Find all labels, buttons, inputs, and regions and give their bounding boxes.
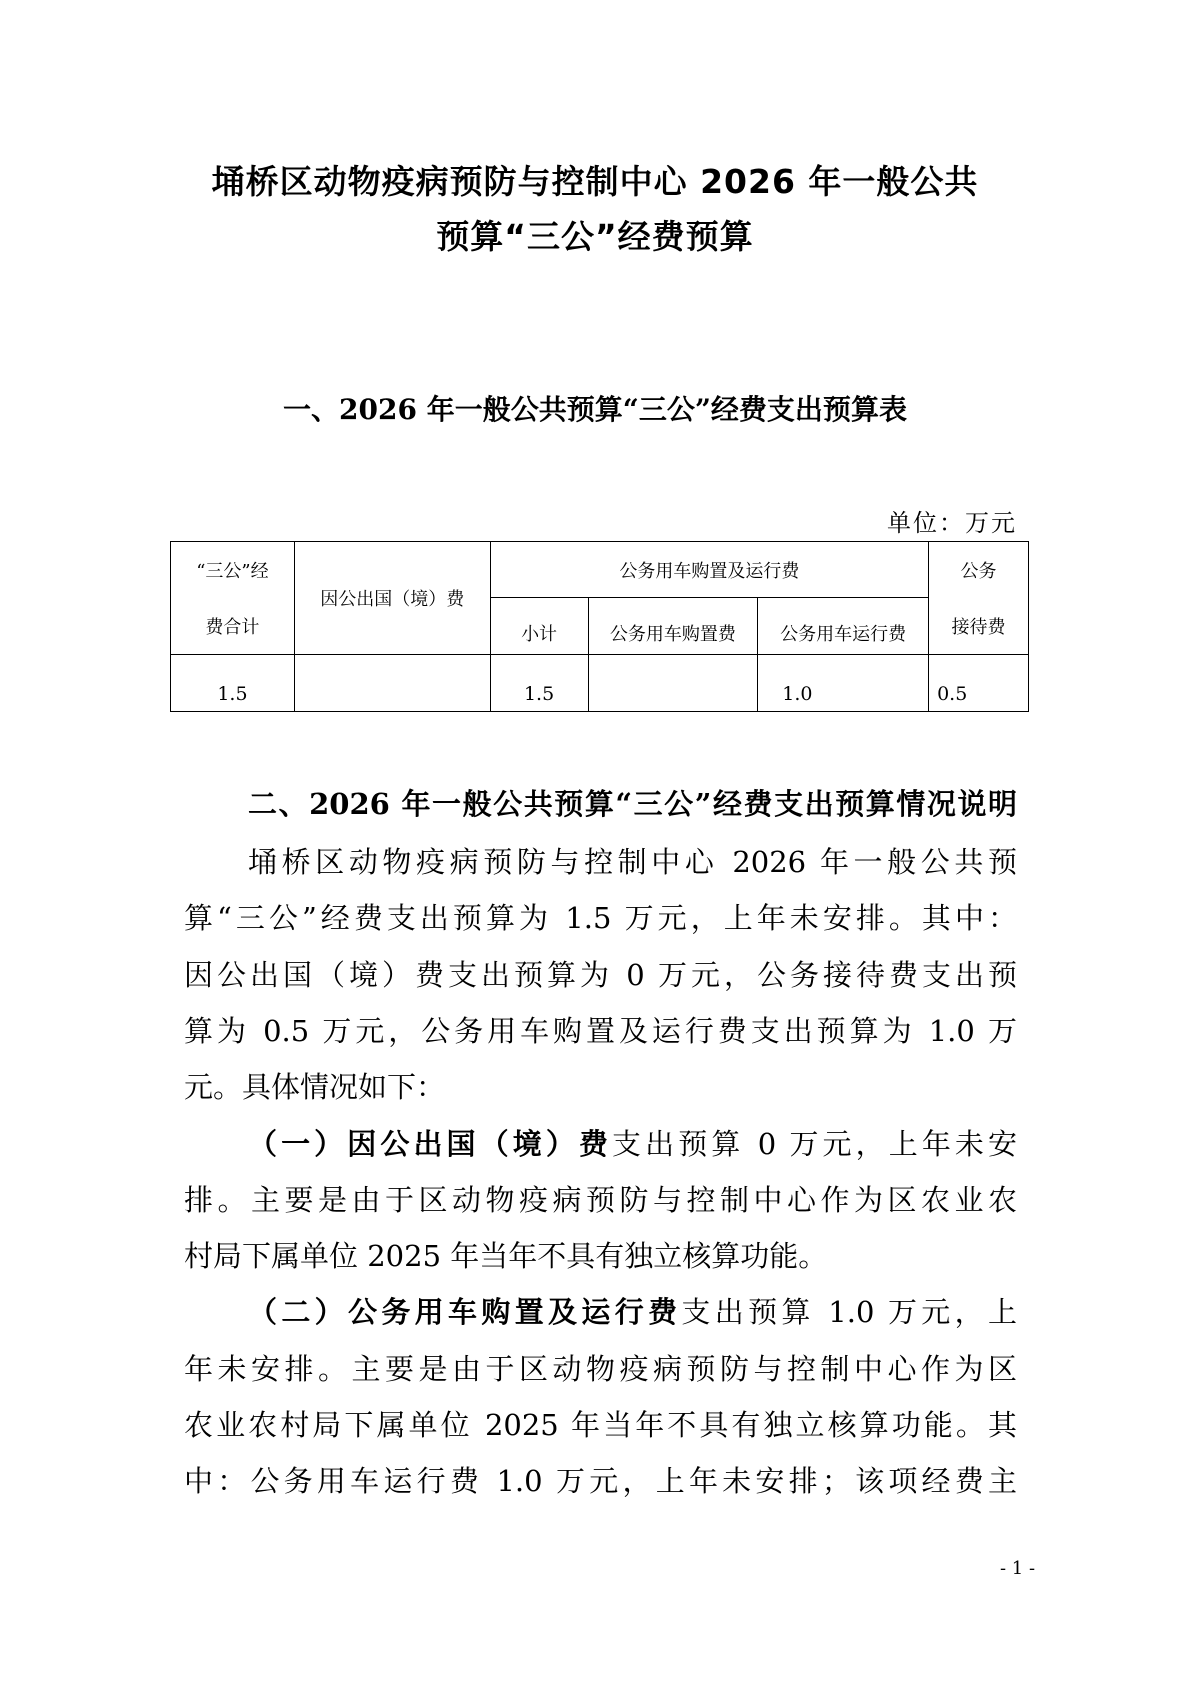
table-row: [171, 655, 1029, 712]
paragraph-line: 排。主要是由于区动物疫病预防与控制中心作为区农业农: [184, 1183, 1017, 1217]
item2-text: 支出预算 1.0 万元，上: [681, 1295, 1017, 1329]
header-abroad: 因公出国（境）费: [294, 542, 490, 655]
header-car-running: 公务用车运行费: [758, 598, 929, 655]
paragraph-line: 算为 0.5 万元，公务用车购置及运行费支出预算为 1.0 万: [184, 1014, 1017, 1048]
cell-car-purchase: [588, 655, 758, 712]
item2-first-line: [248, 1292, 1017, 1332]
cell-reception: 0.5: [929, 655, 1029, 712]
page-number: - 1 -: [1000, 1558, 1036, 1579]
cell-total: 1.5: [171, 655, 295, 712]
document-title-line1: 埇桥区动物疫病预防与控制中心 2026 年一般公共: [211, 162, 979, 201]
cell-subtotal: 1.5: [490, 655, 588, 712]
unit-label: 单位：万元: [887, 509, 1017, 537]
paragraph-line: 中：公务用车运行费 1.0 万元，上年未安排；该项经费主: [184, 1464, 1017, 1498]
cell-abroad: [294, 655, 490, 712]
paragraph-line: 年未安排。主要是由于区动物疫病预防与控制中心作为区: [184, 1352, 1017, 1386]
paragraph-line: 因公出国（境）费支出预算为 0 万元，公务接待费支出预: [184, 958, 1017, 992]
header-reception: 公务 接待费: [929, 542, 1029, 655]
section2-heading: 二、2026 年一般公共预算“三公”经费支出预算情况说明: [248, 787, 1017, 821]
header-car-purchase: 公务用车购置费: [588, 598, 758, 655]
section1-heading: 一、2026 年一般公共预算“三公”经费支出预算表: [283, 393, 907, 426]
header-total: “三公”经 费合计: [171, 542, 295, 655]
item1-heading: （一）因公出国（境）费: [248, 1127, 613, 1161]
paragraph-line: 元。具体情况如下：: [184, 1070, 446, 1104]
item1-first-line: [248, 1124, 1017, 1164]
item2-heading: （二）公务用车购置及运行费: [248, 1295, 682, 1329]
budget-table: [170, 541, 1029, 712]
header-subtotal: 小计: [490, 598, 588, 655]
cell-car-running: 1.0: [758, 655, 929, 712]
item1-text: 支出预算 0 万元，上年未安: [612, 1127, 1017, 1161]
paragraph-line: 算“三公”经费支出预算为 1.5 万元，上年未安排。其中：: [184, 901, 1017, 935]
document-title-line2: 预算“三公”经费预算: [436, 217, 754, 256]
header-car-group: 公务用车购置及运行费: [490, 542, 928, 598]
paragraph-line: 埇桥区动物疫病预防与控制中心 2026 年一般公共预: [248, 845, 1017, 879]
paragraph-line: 农业农村局下属单位 2025 年当年不具有独立核算功能。其: [184, 1408, 1017, 1442]
paragraph-line: 村局下属单位 2025 年当年不具有独立核算功能。: [184, 1239, 828, 1273]
